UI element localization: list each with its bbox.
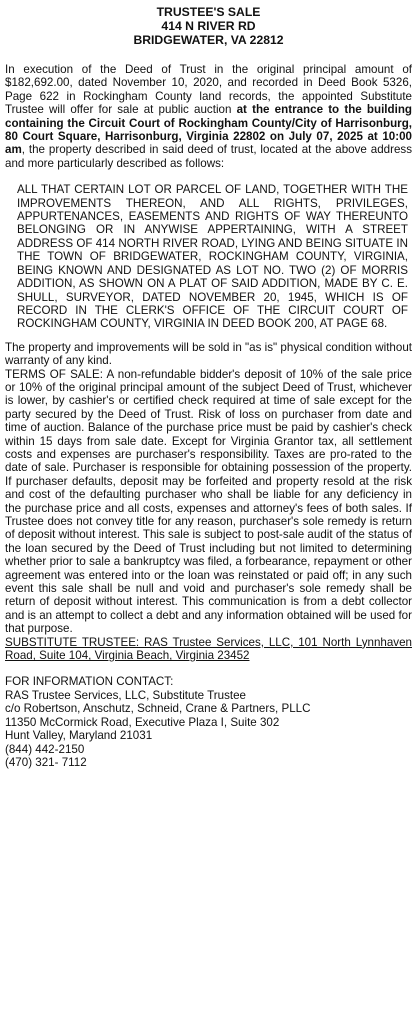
intro-text-start: In execution of the Deed of Trust in the original principal amount of $182,692.00, dated November 10, 2020, and recorded in Deed Book 5326, Page 622 in Rockingham County land records, the appointed Substitute Trustee will offer for sale at public auction <box>5 63 412 117</box>
contact-phone: (470) 321- 7112 <box>5 755 87 769</box>
contact-line: RAS Trustee Services, LLC, Substitute Trustee <box>5 688 246 702</box>
intro-text-end: , the property described in said deed of trust, located at the above address and more particularly described as follows: <box>5 143 412 170</box>
intro-paragraph <box>5 63 412 170</box>
contact-heading: FOR INFORMATION CONTACT: <box>5 675 174 689</box>
notice-title: TRUSTEE'S SALE <box>156 5 261 19</box>
contact-phone: (844) 442-2150 <box>5 742 85 756</box>
notice-header <box>5 5 412 47</box>
auction-location-time: at the entrance to the building containing the Circuit Court of Rockingham County/City of Harrisonburg, 80 Court Square, Harrisonburg, Virginia 22802 on July 07, 2025 at 10:00 am <box>5 103 412 157</box>
contact-block <box>5 675 412 769</box>
contact-line: Hunt Valley, Maryland 21031 <box>5 729 153 743</box>
property-city: BRIDGEWATER, VA 22812 <box>133 33 284 47</box>
as-is-statement: The property and improvements will be sold in "as is" physical condition without warranty of any kind. <box>5 340 412 368</box>
contact-line: c/o Robertson, Anschutz, Schneid, Crane & Partners, PLLC <box>5 702 311 716</box>
terms-of-sale: TERMS OF SALE: A non-refundable bidder's deposit of 10% of the sale price or 10% of the original principal amount of the subject Deed of Trust, whichever is lower, by cashier's or certified check required at time of sale except for the party secured by the Deed of Trust. Risk of loss on purchaser from date and time of auction. Balance of the purchase price must be paid by cashier's check within 15 days from sale date. Except for Virginia Grantor tax, all settlement costs and expenses are purchaser's responsibility. Taxes are pro-rated to the date of sale. Purchaser is responsible for obtaining possession of the property. If purchaser defaults, deposit may be forfeited and property resold at the risk and cost of the defaulting purchaser who shall be liable for any deficiency in the purchase price and all costs, expenses and attorney's fees of both sales. If Trustee does not convey title for any reason, purchaser's sole remedy is return of deposit without interest. This sale is subject to post-sale audit of the status of the loan secured by the Deed of Trust including but not limited to determining whether prior to sale a bankruptcy was filed, a forbearance, repayment or other agreement was entered into or the loan was reinstated or paid off; in any such event this sale shall be null and void and purchaser's sole remedy shall be return of deposit without interest. This communication is from a debt collector and is an attempt to collect a debt and any information obtained will be used for that purpose. <box>5 367 412 636</box>
spacer <box>5 662 412 675</box>
legal-description: ALL THAT CERTAIN LOT OR PARCEL OF LAND, TOGETHER WITH THE IMPROVEMENTS THEREON, AND ALL RIGHTS, PRIVILEGES, APPURTENANCES, EASEMENTS AND RIGHTS OF WAY THEREUNTO BELONGING OR IN ANYWISE APPERTAINING, WITH A STREET ADDRESS OF 414 NORTH RIVER ROAD, LYING AND BEING SITUATE IN THE TOWN OF BRIDGEWATER, ROCKINGHAM COUNTY, VIRGINIA, BEING KNOWN AND DESIGNATED AS LOT NO. TWO (2) OF MORRIS ADDITION, AS SHOWN ON A PLAT OF SAID ADDITION, MADE BY C. E. SHULL, SURVEYOR, DATED NOVEMBER 20, 1945, WHICH IS OF RECORD IN THE CLERK'S OFFICE OF THE CIRCUIT COURT OF ROCKINGHAM COUNTY, VIRGINIA IN DEED BOOK 200, AT PAGE 68. <box>17 183 408 331</box>
property-street: 414 N RIVER RD <box>161 19 256 33</box>
substitute-trustee: SUBSTITUTE TRUSTEE: RAS Trustee Services, LLC, 101 North Lynnhaven Road, Suite 104, Virginia Beach, Virginia 23452 <box>5 635 412 663</box>
contact-line: 11350 McCormick Road, Executive Plaza I, Suite 302 <box>5 715 280 729</box>
